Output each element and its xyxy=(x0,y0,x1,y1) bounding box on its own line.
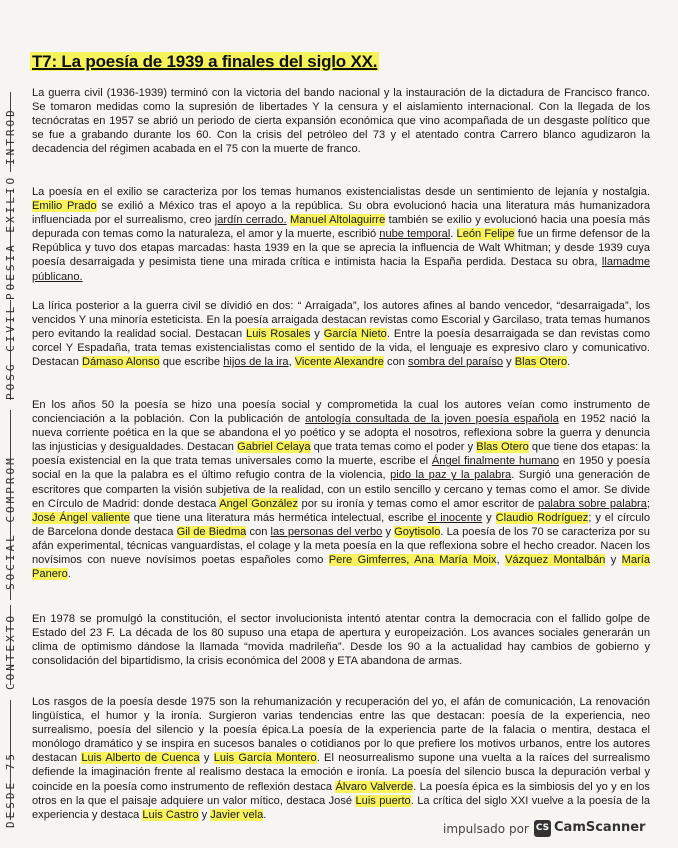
paragraph-context xyxy=(32,612,650,668)
text-run: . Entre la poesía desarraigada se dan revistas como corcel Y Espadaña, trata temas existencialistas como el sentido de la vida, el lenguaje es expresivo claro y comunicativo. Destacan xyxy=(32,328,651,369)
text-run: y xyxy=(199,752,214,765)
text-run: , xyxy=(496,554,505,567)
text-run: La poesía en el exilio se caracteriza por los temas humanos existencialistas desde un sentimiento de lejanía y nostalgia. xyxy=(32,186,650,198)
highlighted-author: León Felipe xyxy=(456,228,515,241)
text-run: . xyxy=(450,228,457,241)
text-run: . La crítica del siglo XXI vuelve a la poesía de la experiencia y destaca xyxy=(32,794,650,821)
highlighted-author: Blas Otero xyxy=(476,441,529,454)
footer-label: impulsado por xyxy=(443,822,529,836)
text-run: y xyxy=(482,511,496,524)
margin-note-exilio: POESIA EXILIO xyxy=(4,174,17,300)
text-run: que escribe xyxy=(159,356,224,369)
margin-note-contexto: CONTEXTO xyxy=(4,613,17,690)
highlighted-author: Manuel Altolaguirre xyxy=(289,214,386,227)
paragraph-exile-poetry xyxy=(32,185,650,284)
text-run: y xyxy=(503,356,515,369)
underlined-work-title: llamadme públicano. xyxy=(32,256,650,283)
text-run: que trata temas como el poder y xyxy=(310,441,477,454)
text-run: . La poesía épica es la simbiosis del yo y en los otros en la que el paisaje adquiere un valor mítico, destaca José xyxy=(32,780,650,807)
underlined-work-title: nube temporal xyxy=(379,228,451,241)
underlined-work-title: jardín cerrado. xyxy=(214,214,287,227)
underlined-work-title: las personas del verbo xyxy=(270,525,383,538)
text-run: , xyxy=(288,356,295,369)
underlined-work-title: pido la paz y la palabra xyxy=(390,469,512,482)
text-run: con xyxy=(246,525,271,538)
paragraph-introduction xyxy=(32,86,650,156)
text-run: . xyxy=(67,568,71,581)
highlighted-author: Pere Gimferres, Ana María Moix xyxy=(328,554,497,567)
text-run: fue un firme defensor de la República y tuvo dos etapas marcadas: hasta 1939 en la que se aprecia la influencia de Walt Whitman; y desde 1939 cuya poesía desarraigada y pesimista tiene una mirada crítica e intimista hacia la España perdida. Destaca su obra, xyxy=(32,228,651,269)
footer-brand: CamScanner xyxy=(554,820,646,835)
text-run: y xyxy=(310,328,324,341)
text-run: ; xyxy=(646,497,650,510)
text-run: . Surgió una generación de escritores que comparten la visión subjetiva de la realidad, con un estilo sencillo y cercano y temas como el amor. Se divide en Círculo de Madrid: donde destaca xyxy=(32,469,650,510)
margin-note-social: SOCIAL COMPROM xyxy=(4,455,17,590)
text-run: en 1950 y poesía social en la que la palabra es el último refugio contra de la violencia, xyxy=(32,455,651,482)
highlighted-author: Angel González xyxy=(219,497,298,510)
text-run: y xyxy=(605,554,622,567)
highlighted-author: Dámaso Alonso xyxy=(81,356,160,369)
highlighted-author: Luis García Montero xyxy=(213,752,317,765)
document-title xyxy=(30,52,650,72)
text-run: que tiene una literatura más hermética intelectual, escribe xyxy=(129,511,428,524)
margin-note-desde75: DESDE 75 xyxy=(4,751,17,828)
text-run: se exilió a México tras el apoyo a la república. Su obra evolucionó hacia una literatura más humanizadora influenciada por el surrealismo, creo xyxy=(32,200,650,227)
underlined-work-title: palabra sobre palabra xyxy=(538,497,647,510)
highlighted-author: Vicente Alexandre xyxy=(294,356,384,369)
underlined-work-title: el inocente xyxy=(427,511,483,524)
paragraph-postwar-poetry xyxy=(32,299,650,369)
highlighted-author: Emilio Prado xyxy=(32,200,97,213)
highlighted-author: Blas Otero xyxy=(514,356,568,369)
text-run: La lírica posterior a la guerra civil se dividió en dos: “ Arraigada”, los autores afines al bando vencedor, “desarraigada”, los vencidos Y una minoría esteticista. En la poesía arraigada destacan revistas como Escorial y Garcilaso, trata temas humanos pero evitando la realidad social. Destacan xyxy=(32,300,650,341)
paragraph-social-poetry xyxy=(32,398,650,581)
highlighted-author: Goytisolo xyxy=(394,525,441,538)
highlighted-author: Luis Rosales xyxy=(246,328,311,341)
title-text: T7: La poesía de 1939 a finales del siglo XX. xyxy=(32,52,378,71)
highlighted-author: Álvaro Valverde xyxy=(335,780,414,793)
text-run: que tiene dos etapas: la poesía existencial en la que trata temas universales como la muerte, escribe el xyxy=(32,441,650,468)
text-run: y xyxy=(198,808,211,821)
camscanner-logo-icon: CS xyxy=(534,820,551,837)
underlined-work-title: hijos de la ira xyxy=(223,356,289,369)
highlighted-author: Gil de Biedma xyxy=(176,525,247,538)
highlighted-author: María Panero xyxy=(32,554,651,581)
highlighted-author: Luis Castro xyxy=(142,808,199,821)
text-run: ; y el círculo de Barcelona donde destaca xyxy=(32,511,651,538)
highlighted-author: Gabriel Celaya xyxy=(237,441,311,454)
highlighted-author: José Ángel valiente xyxy=(32,511,130,524)
text-run: Los rasgos de la poesía desde 1975 son la rehumanización y recuperación del yo, el afán de comunicación, La renovación lingüística, el humor y la ironía. Surgieron varias tendencias entre las que destacan: poesía de la experiencia, neo surrealismo, poesía del silencio y la poesía épica.La poesía de la experiencia parte de la falacia o mentira, destaca el monólogo dramático y se inspira en sucesos banales o cotidianos por lo que prefiere los motivos urbanos, entre los autores destacan xyxy=(32,696,650,765)
text-run: La guerra civil (1936-1939) terminó con la victoria del bando nacional y la instauración de la dictadura de Francisco franco. Se tomaron medidas como la supresión de libertades Y la censura y el aislamiento internacional. Con la llegada de los tecnócratas en 1957 se abrió un periodo de cierta expansión económica que vino acompañada de un desgaste político que se fue a grabando durante los 60. Con la crisis del petróleo del 73 y el atentado contra Carrero blanco agudizaron la decadencia del régimen acabada en el 75 con la muerte de franco. xyxy=(32,87,650,156)
highlighted-author: Javier vela xyxy=(210,808,264,821)
text-run: . xyxy=(263,808,267,821)
underlined-work-title: antología consultada de la joven poesía española xyxy=(305,413,559,426)
text-run: y xyxy=(382,525,395,538)
highlighted-author: García Nieto xyxy=(323,328,387,341)
highlighted-author: Claudio Rodríguez xyxy=(495,511,589,524)
text-run: en 1952 nació la nueva corriente poética en la que se abandona el yo poético y se adopta el nosotros, reflexiona sobre la guerra y denuncia las injusticias y desigualdades. Destacan xyxy=(32,413,650,454)
text-run: también se exilio y evolucionó hacia una poesía más depurada con temas como la naturaleza, el amor y la muerte, escribió xyxy=(32,214,650,241)
highlighted-author: Luis puerto xyxy=(355,794,411,807)
paragraph-poetry-since-1975 xyxy=(32,695,650,822)
text-run: . La poesía de los 70 se caracteriza por su afán experimental, técnicas vanguardistas, el colage y la meta poesía en la que reflexiona sobre el hecho creador. Nacen los novísimos con nueve novísimos poetas españoles como xyxy=(32,525,650,567)
text-run: En los años 50 la poesía se hizo una poesía social y comprometida la cual los autores veían como instrumento de concienciación a la población. Con la publicación de xyxy=(32,399,650,426)
margin-note-posguerra: POSG CIVIL xyxy=(4,303,17,400)
highlighted-author: Luis Alberto de Cuenca xyxy=(81,752,200,765)
text-run: . xyxy=(567,356,571,369)
underlined-work-title: Ángel finalmente humano xyxy=(431,455,560,468)
text-run: por su ironía y temas como el amor escritor de xyxy=(298,497,539,510)
margin-note-intro: INTROD xyxy=(4,107,17,165)
underlined-work-title: sombra del paraíso xyxy=(408,356,503,369)
highlighted-author: Vázquez Montalbán xyxy=(504,554,606,567)
text-run: . El neosurrealismo supone una vuelta a la raíces del surrealismo defiende la imaginación frente al realismo destaca la emoción e ironía. La poesía del silencio busca la depuración verbal y coincide en la poesía como instrumento de reflexión destaca xyxy=(32,752,650,793)
text-run: con xyxy=(383,356,409,369)
text-run: En 1978 se promulgó la constitución, el sector involucionista intentó atentar contra la democracia con el fallido golpe de Estado del 23 F. La década de los 80 supuso una etapa de apertura y europeización. Los avances sociales generarán un clima de optimismo dándose la llamada “movida madrileña”. Desde los 90 a la actualidad hay cambios de gobierno y consolidación del bipartidismo, la crisis económica del 2008 y ETA abandona de armas. xyxy=(32,613,650,668)
